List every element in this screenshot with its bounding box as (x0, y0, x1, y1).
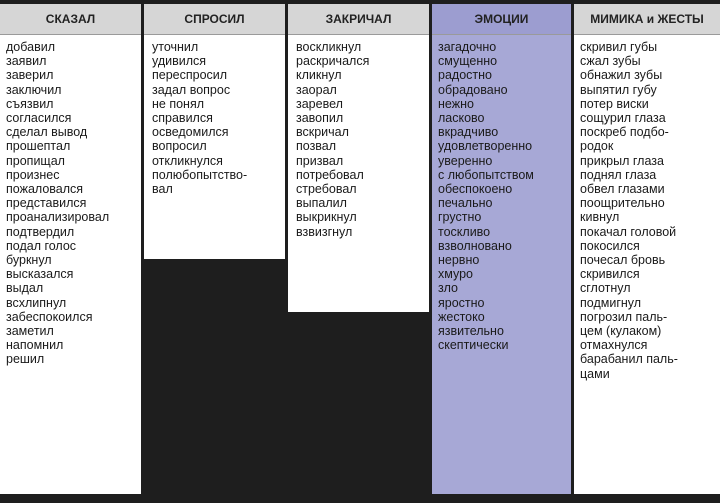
word-item: справился (152, 111, 213, 126)
word-item: сжал зубы (580, 54, 641, 69)
word-item: подмигнул (580, 295, 642, 310)
word-item: заметил (6, 324, 54, 339)
word-item: съязвил (6, 96, 54, 111)
word-item: выпалил (296, 196, 347, 211)
word-item: произнес (6, 167, 60, 182)
word-item: нежно (438, 96, 474, 111)
word-item: тоскливо (438, 224, 491, 239)
word-list-gestures (574, 35, 720, 381)
word-item: выпятил губу (580, 82, 657, 97)
word-item: барабанил паль- (580, 352, 678, 367)
word-item: обеспокоено (438, 182, 513, 197)
word-item: взволновано (438, 238, 512, 253)
word-item: согласился (6, 111, 72, 126)
word-item: пожаловался (6, 182, 84, 197)
word-item: потер виски (580, 96, 649, 111)
word-item: сглотнул (580, 281, 631, 296)
word-item: раскричался (296, 54, 370, 69)
bottom-border (0, 494, 720, 503)
word-item: завопил (296, 111, 344, 126)
word-item: цем (кулаком) (580, 324, 662, 339)
column-shouted (288, 4, 429, 312)
word-list-said (0, 35, 141, 367)
word-item: выдал (6, 281, 44, 296)
word-item: поощрительно (580, 196, 665, 211)
word-item: потребовал (296, 167, 364, 182)
word-item: осведомился (152, 125, 229, 140)
word-item: подтвердил (6, 224, 75, 239)
word-item: уточнил (152, 40, 199, 54)
column-header-shouted: ЗАКРИЧАЛ (288, 4, 429, 35)
word-item: прикрыл глаза (580, 153, 664, 168)
word-item: пропищал (6, 153, 65, 168)
word-item: смущенно (438, 54, 498, 69)
word-item: отмахнулся (580, 338, 648, 353)
word-item: кликнул (296, 68, 342, 83)
word-item: поскреб подбо- (580, 125, 669, 140)
word-item: скривился (580, 267, 640, 282)
word-item: грустно (438, 210, 482, 225)
word-item: заявил (6, 54, 47, 69)
word-item: заключил (6, 82, 62, 97)
word-item: высказался (6, 267, 74, 282)
word-item: выкрикнул (296, 210, 357, 225)
word-item: призвал (296, 153, 344, 168)
word-item: покачал головой (580, 224, 677, 239)
word-item: переспросил (152, 68, 228, 83)
word-item: вопросил (152, 139, 207, 154)
word-item: откликнулся (152, 153, 223, 168)
word-item: буркнул (6, 253, 52, 268)
word-item: зло (438, 281, 458, 296)
word-item: радостно (438, 68, 492, 83)
column-gestures (574, 4, 720, 494)
word-item: уверенно (438, 153, 493, 168)
word-item: сощурил глаза (580, 111, 666, 126)
word-item: цами (580, 366, 610, 381)
column-asked (144, 4, 285, 259)
word-item: всхлипнул (6, 295, 67, 310)
word-list-shouted (288, 35, 429, 239)
word-item: скривил губы (580, 40, 658, 54)
word-item: прошептал (6, 139, 71, 154)
word-item: добавил (6, 40, 55, 54)
word-list-emotions (432, 35, 571, 352)
word-item: скептически (438, 338, 509, 353)
word-item: яростно (438, 295, 485, 310)
word-item: вскричал (296, 125, 349, 140)
word-item: хмуро (438, 267, 473, 282)
word-item: забеспокоился (6, 309, 93, 324)
word-item: напомнил (6, 338, 64, 353)
word-item: воскликнул (296, 40, 362, 54)
word-item: вкрадчиво (438, 125, 499, 140)
word-item: представился (6, 196, 87, 211)
word-item: язвительно (438, 324, 504, 339)
word-item: почесал бровь (580, 253, 666, 268)
word-item: с любопытством (438, 167, 534, 182)
word-item: обнажил зубы (580, 68, 663, 83)
word-item: заверил (6, 68, 54, 83)
word-item: позвал (296, 139, 337, 154)
word-item: покосился (580, 238, 640, 253)
word-item: сделал вывод (6, 125, 88, 140)
word-list-asked (144, 35, 285, 196)
word-item: решил (6, 352, 45, 367)
column-header-said: СКАЗАЛ (0, 4, 141, 35)
column-header-gestures: МИМИКА и ЖЕСТЫ (574, 4, 720, 35)
word-item: печально (438, 196, 493, 211)
word-item: удовлетворенно (438, 139, 533, 154)
word-item: задал вопрос (152, 82, 231, 97)
column-emotions (432, 4, 571, 494)
word-item: обрадовано (438, 82, 508, 97)
column-header-asked: СПРОСИЛ (144, 4, 285, 35)
word-item: заорал (296, 82, 337, 97)
word-item: подал голос (6, 238, 77, 253)
word-item: ласково (438, 111, 485, 126)
word-item: проанализировал (6, 210, 110, 225)
column-header-emotions: ЭМОЦИИ (432, 4, 571, 35)
word-item: кивнул (580, 210, 620, 225)
word-item: родок (580, 139, 614, 154)
word-item: не понял (152, 96, 205, 111)
word-item: стребовал (296, 182, 357, 197)
column-said (0, 4, 141, 494)
word-item: загадочно (438, 40, 497, 54)
word-item: удивился (152, 54, 207, 69)
word-item: жестоко (438, 309, 485, 324)
word-item: заревел (296, 96, 343, 111)
word-item: нервно (438, 253, 480, 268)
word-item: погрозил паль- (580, 309, 668, 324)
word-item: взвизгнул (296, 224, 353, 239)
word-item: поднял глаза (580, 167, 657, 182)
word-item: полюбопытство- (152, 167, 248, 182)
word-item: вал (152, 182, 173, 197)
word-item: обвел глазами (580, 182, 665, 197)
